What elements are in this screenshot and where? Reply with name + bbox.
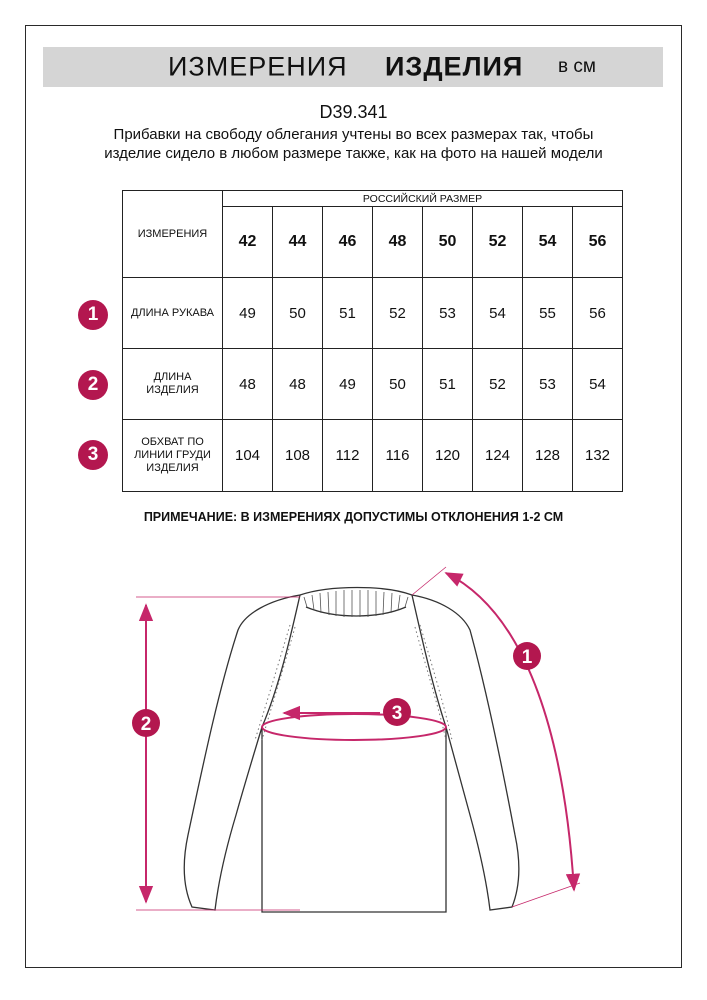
row-label [123, 420, 223, 492]
row-marker-1: 1 [78, 300, 108, 330]
table-row-sleeve-length [123, 278, 623, 349]
value-cell: 48 [273, 349, 323, 420]
value-cell: 49 [223, 278, 273, 349]
value-cell: 52 [473, 349, 523, 420]
value-cell: 53 [523, 349, 573, 420]
size-cell: 52 [473, 207, 523, 278]
right-sleeve [412, 595, 519, 910]
article-number: D39.341 [319, 102, 388, 122]
diagram-marker-1 [513, 642, 541, 670]
diagram-marker-2-label: 2 [140, 714, 152, 735]
sweater-body [262, 727, 446, 912]
table-row-chest-girth [123, 420, 623, 492]
value-cell: 49 [323, 349, 373, 420]
size-cell: 44 [273, 207, 323, 278]
value-cell: 108 [273, 420, 323, 492]
sweater-outline [184, 588, 519, 913]
title-unit: в см [558, 56, 596, 77]
title-bar [43, 47, 663, 87]
value-cell: 50 [273, 278, 323, 349]
value-cell: 50 [373, 349, 423, 420]
value-cell: 124 [473, 420, 523, 492]
value-cell: 120 [423, 420, 473, 492]
value-cell: 132 [573, 420, 623, 492]
size-table [122, 190, 623, 492]
row-label-line: ИЗДЕЛИЯ [146, 384, 199, 396]
value-cell: 55 [523, 278, 573, 349]
size-group-header: РОССИЙСКИЙ РАЗМЕР [223, 191, 623, 207]
title-word-product: ИЗДЕЛИЯ [385, 51, 524, 82]
value-cell: 54 [573, 349, 623, 420]
row-label-line: ДЛИНА [153, 371, 192, 383]
fit-note: Прибавки на свободу облегания учтены во всех размерах так, чтобы изделие сидело в любом размере также, как на фото на нашей модели [104, 126, 603, 162]
sleeve-guide-top [412, 567, 446, 595]
value-cell: 51 [323, 278, 373, 349]
value-cell: 52 [373, 278, 423, 349]
row-label: ДЛИНА РУКАВА [123, 278, 223, 349]
size-cell: 50 [423, 207, 473, 278]
size-cell: 46 [323, 207, 373, 278]
size-cell: 42 [223, 207, 273, 278]
value-cell: 53 [423, 278, 473, 349]
table-header-row [123, 191, 623, 207]
row-label-line: ОБХВАТ ПО [141, 436, 204, 448]
row-label-line: ЛИНИИ ГРУДИ [134, 449, 211, 461]
row-label-line: ИЗДЕЛИЯ [146, 462, 199, 474]
neck-ribbing [304, 590, 408, 617]
size-cell: 54 [523, 207, 573, 278]
row-label [123, 349, 223, 420]
diagram-marker-3 [383, 698, 411, 726]
value-cell: 128 [523, 420, 573, 492]
diagram-marker-3-label: 3 [391, 703, 403, 724]
row-marker-3: 3 [78, 440, 108, 470]
left-sleeve [184, 595, 300, 910]
tolerance-note: ПРИМЕЧАНИЕ: В ИЗМЕРЕНИЯХ ДОПУСТИМЫ ОТКЛОНЕНИЯ 1-2 СМ [143, 510, 564, 524]
row-marker-2: 2 [78, 370, 108, 400]
diagram-marker-1-label: 1 [521, 647, 533, 668]
sweater-diagram [0, 555, 707, 955]
value-cell: 116 [373, 420, 423, 492]
right-raglan-seam [412, 595, 446, 727]
size-cell: 48 [373, 207, 423, 278]
value-cell: 51 [423, 349, 473, 420]
sleeve-guide-bottom [512, 883, 580, 907]
measure-header: ИЗМЕРЕНИЯ [123, 191, 223, 278]
chest-girth-line [262, 714, 446, 740]
sleeve-arc-arrow [446, 573, 574, 890]
title-word-measurements: ИЗМЕРЕНИЯ [168, 51, 348, 82]
value-cell: 104 [223, 420, 273, 492]
diagram-marker-2 [132, 709, 160, 737]
left-raglan-seam [262, 595, 300, 727]
value-cell: 56 [573, 278, 623, 349]
table-row-garment-length [123, 349, 623, 420]
value-cell: 54 [473, 278, 523, 349]
value-cell: 112 [323, 420, 373, 492]
neckline [300, 588, 412, 596]
size-cell: 56 [573, 207, 623, 278]
value-cell: 48 [223, 349, 273, 420]
